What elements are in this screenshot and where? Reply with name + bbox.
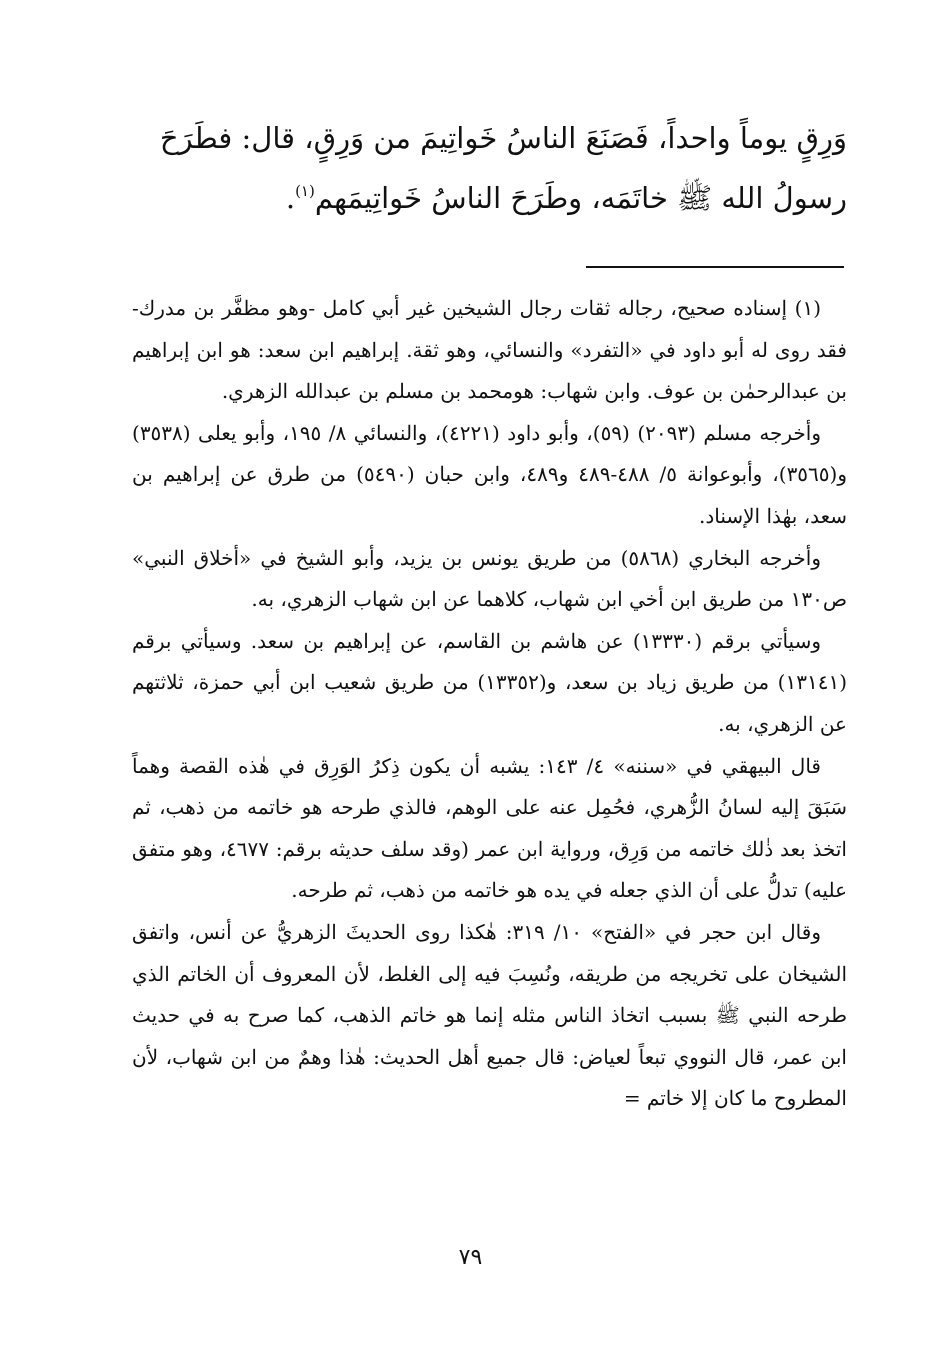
footnotes — [132, 288, 847, 1120]
footnote-paragraph: وأخرجه البخاري (٥٨٦٨) من طريق يونس بن يزيد، وأبو الشيخ في «أخلاق النبي» ص١٣٠ من طريق ابن أخي ابن شهاب، كلاهما عن ابن شهاب الزهري، به. — [132, 545, 847, 612]
footnote-separator — [586, 266, 844, 268]
main-text-line: وَرِقٍ يوماً واحداً، فَصَنَعَ الناسُ خَواتِيمَ من وَرِقٍ، قال: فطَرَحَ — [159, 121, 847, 155]
footnote-paragraph: قال البيهقي في «سننه» ٤/ ١٤٣: يشبه أن يكون ذِكرُ الوَرِق في هٰذه القصة وهماً سَبَقَ إليه لسانُ الزُّهري، فحُمِل عنه على الوهم، فالذي طرحه هو خاتمه من ذهب، ثم اتخذ بعد ذٰلك خاتمه من وَرِق، ورواية ابن عمر (وقد سلف حديثه برقم: ٤٦٧٧، وهو متفق عليه) تدلُّ على أن الذي جعله في يده هو خاتمه من ذهب، ثم طرحه. — [132, 753, 847, 903]
footnote-paragraph: وقال ابن حجر في «الفتح» ١٠/ ٣١٩: هٰكذا روى الحديثَ الزهريُّ عن أنس، واتفق الشيخان على تخريجه من طريقه، ونُسِبَ فيه إلى الغلط، لأن المعروف أن الخاتم الذي طرحه النبي ﷺ بسبب اتخاذ الناس مثله إنما هو خاتم الذهب، كما صرح به في حديث ابن عمر، قال النووي تبعاً لعياض: قال جميع أهل الحديث: هٰذا وهمٌ من ابن شهاب، لأن المطروح ما كان إلا خاتم = — [132, 919, 847, 1111]
main-text-period: . — [285, 181, 296, 215]
main-text-line-text: رسولُ الله ﷺ خاتَمَه، وطَرَحَ الناسُ خَواتِيمَهم — [314, 181, 847, 215]
page-number: ٧٩ — [458, 1245, 483, 1270]
footnote-reference: (١) — [295, 182, 315, 200]
footnote-paragraph: وأخرجه مسلم (٢٠٩٣) (٥٩)، وأبو داود (٤٢٢١)، والنسائي ٨/ ١٩٥، وأبو يعلى (٣٥٣٨) و(٣٥٦٥)، وأبوعوانة ٥/ ٤٨٨-٤٨٩ و٤٨٩، وابن حبان (٥٤٩٠) من طرق عن إبراهيم بن سعد، بهٰذا الإسناد. — [132, 420, 847, 528]
footnote-paragraph: (١) إسناده صحيح، رجاله ثقات رجال الشيخين غير أبي كامل -وهو مظفَّر بن مدرك- فقد روى له أبو داود في «التفرد» والنسائي، وهو ثقة. إبراهيم ابن سعد: هو ابن إبراهيم بن عبدالرحمٰن بن عوف. وابن شهاب: هومحمد بن مسلم بن عبدالله الزهري. — [132, 296, 847, 404]
main-text — [118, 108, 847, 228]
main-text-line — [118, 168, 847, 228]
footnote-paragraph: وسيأتي برقم (١٣٣٣٠) عن هاشم بن القاسم، عن إبراهيم بن سعد. وسيأتي برقم (١٣١٤١) من طريق زياد بن سعد، و(١٣٣٥٢) من طريق شعيب ابن أبي حمزة، ثلاثتهم عن الزهري، به. — [132, 628, 848, 736]
